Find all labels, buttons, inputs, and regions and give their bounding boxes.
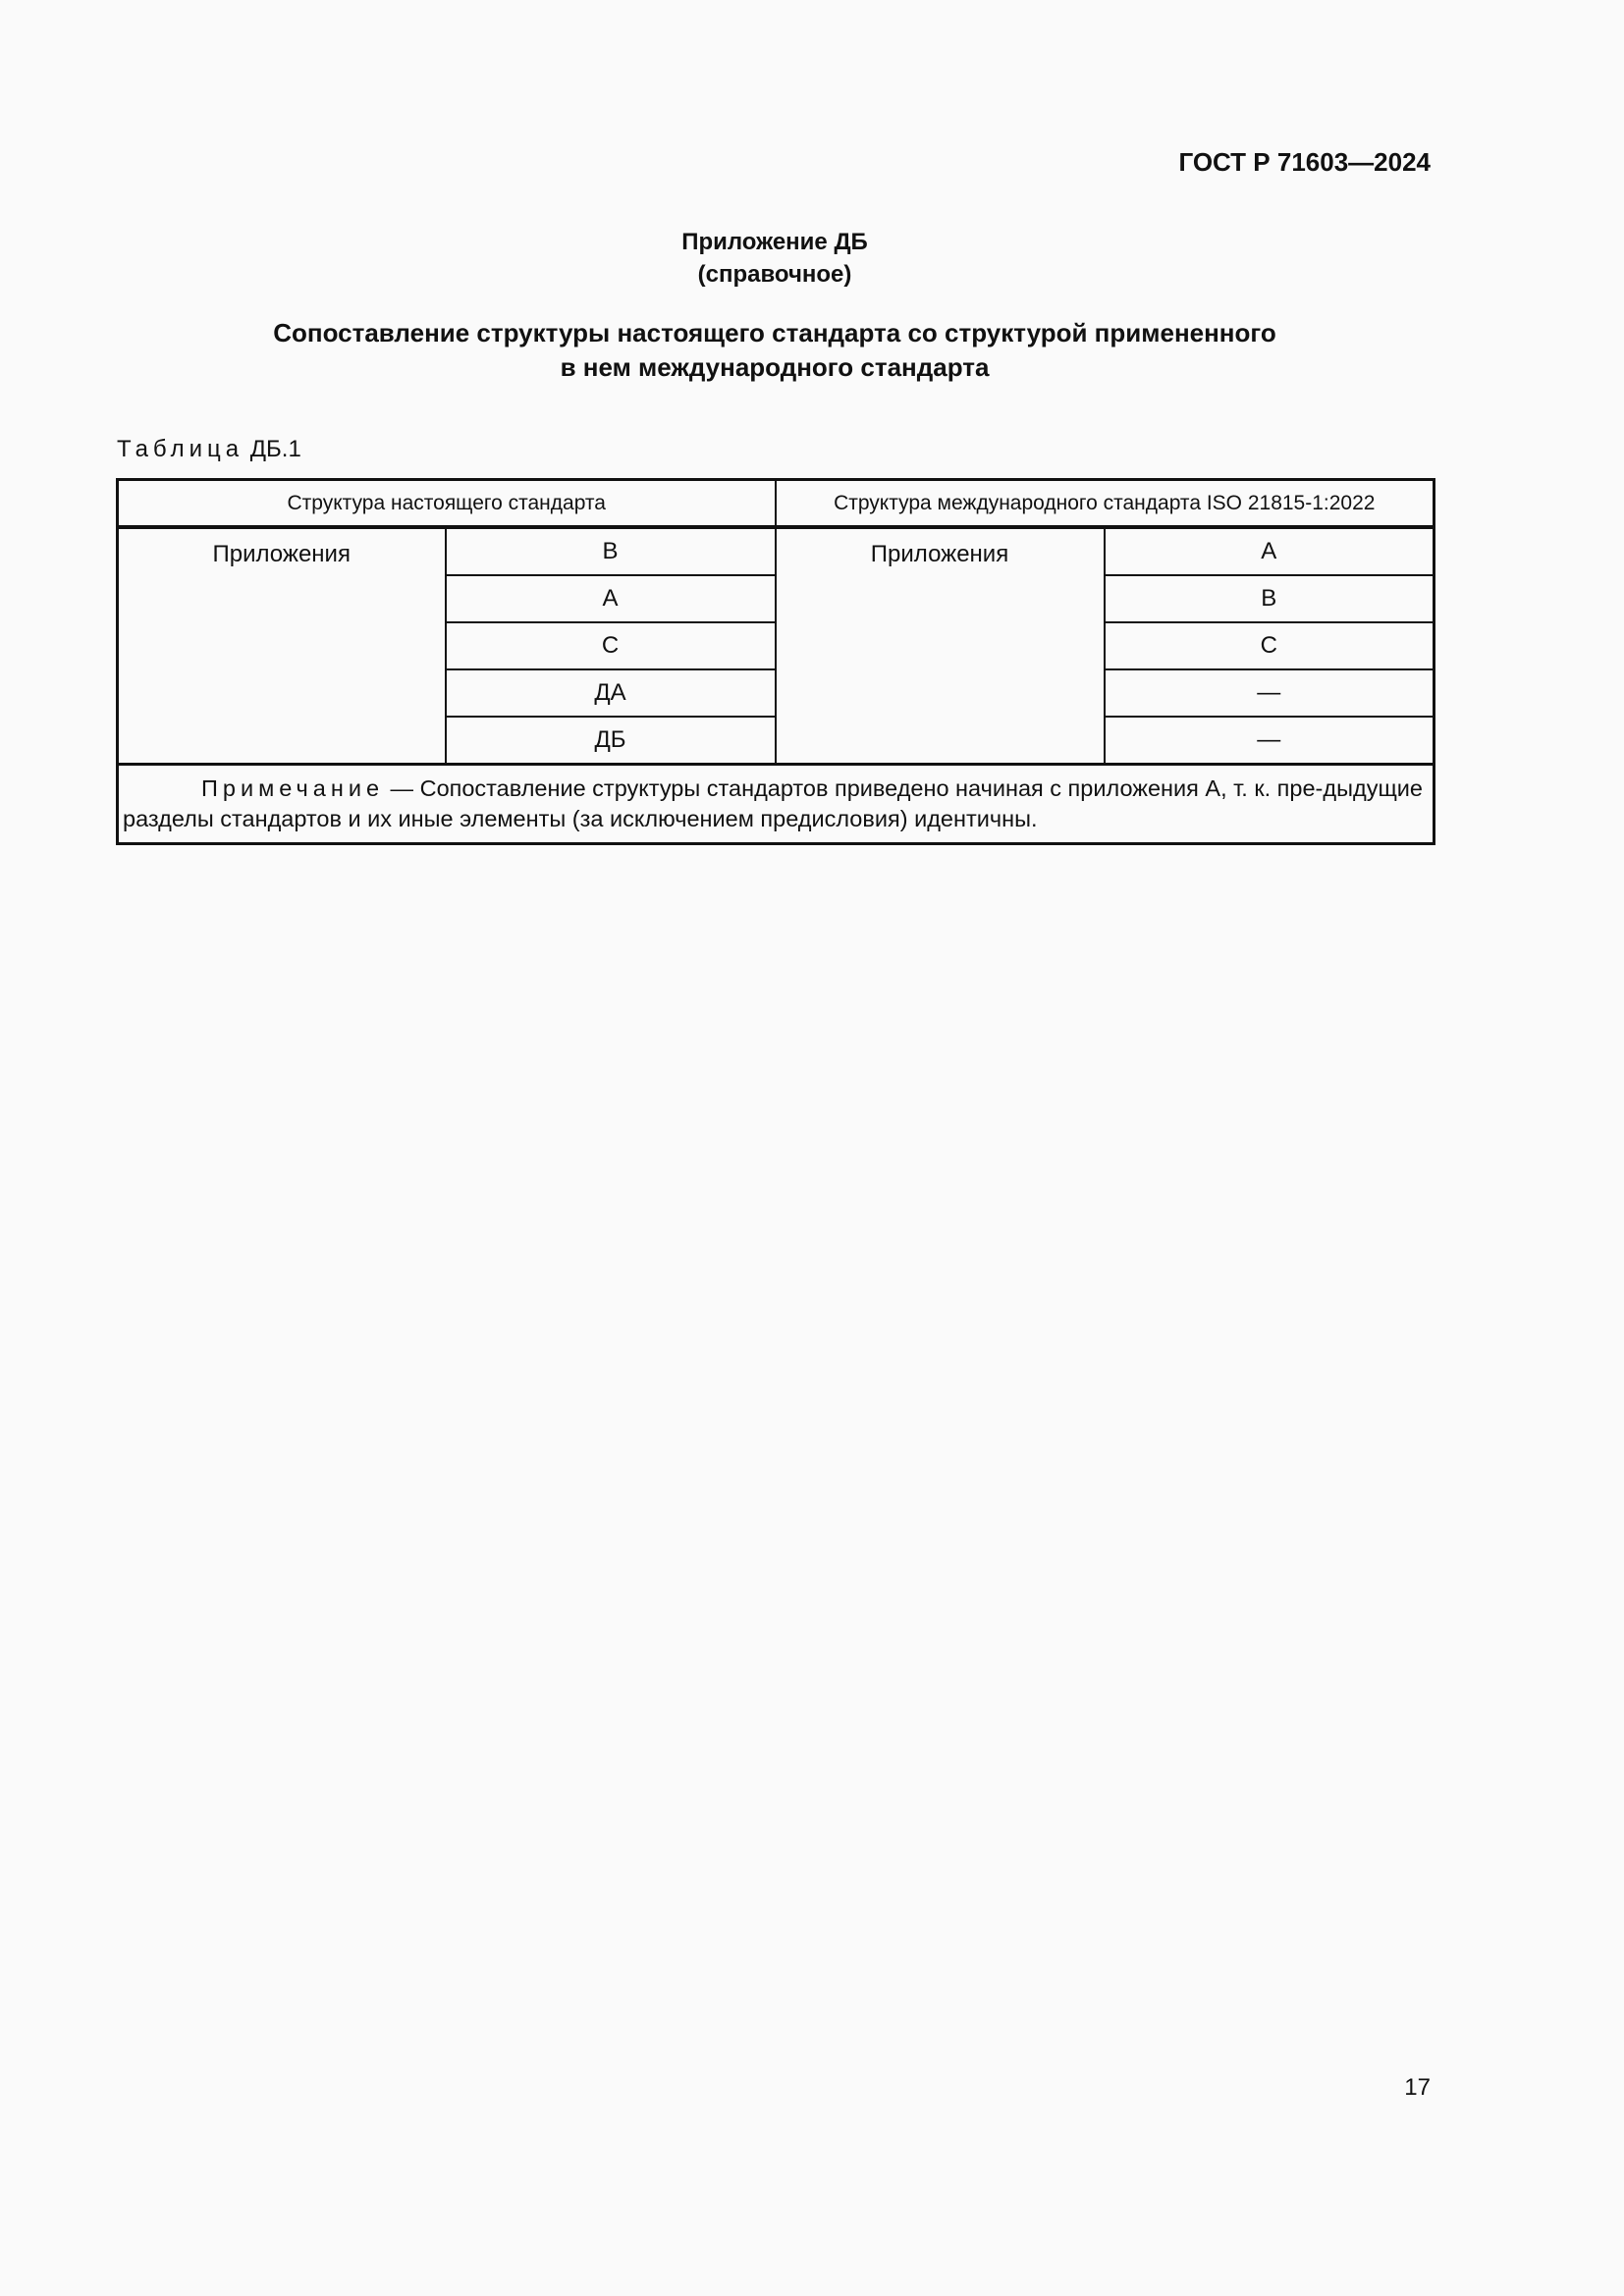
right-appendix-cell: В: [1105, 575, 1435, 622]
table-caption-number: ДБ.1: [249, 436, 301, 462]
page-number: 17: [1404, 2074, 1431, 2101]
table-caption-word: Таблица: [117, 436, 244, 462]
note-text: Сопоставление структуры стандартов приведено начиная с приложения А, т. к. пре-дыдущие разделы стандартов и их иные элементы (за исключением предисловия) идентичны.: [123, 775, 1423, 831]
header-current-standard: Структура настоящего стандарта: [118, 480, 776, 528]
right-appendix-cell: А: [1105, 527, 1435, 575]
table-row: [118, 527, 1435, 575]
appendix-status: (справочное): [697, 261, 852, 288]
appendix-heading: [0, 226, 1549, 291]
comparison-table: [116, 478, 1435, 845]
left-group-label: Приложения: [118, 527, 446, 765]
note-label: Примечание: [201, 775, 385, 801]
header-international-standard: Структура международного стандарта ISO 21815-1:2022: [776, 480, 1435, 528]
right-appendix-cell: —: [1105, 717, 1435, 765]
table-header-row: [118, 480, 1435, 528]
right-group-label: Приложения: [776, 527, 1105, 765]
table-note: [118, 765, 1435, 844]
appendix-title-line-2: в нем международного стандарта: [560, 352, 990, 382]
left-appendix-cell: ДБ: [446, 717, 776, 765]
note-dash: —: [384, 775, 420, 801]
right-appendix-cell: С: [1105, 622, 1435, 669]
appendix-label: Приложение ДБ: [681, 229, 868, 255]
table-note-row: [118, 765, 1435, 844]
right-appendix-cell: —: [1105, 669, 1435, 717]
left-appendix-cell: ДА: [446, 669, 776, 717]
table-caption: [117, 436, 301, 463]
appendix-title-line-1: Сопоставление структуры настоящего стандарта со структурой примененного: [273, 318, 1276, 347]
left-appendix-cell: А: [446, 575, 776, 622]
document-code: ГОСТ Р 71603—2024: [1178, 147, 1431, 177]
left-appendix-cell: С: [446, 622, 776, 669]
appendix-title: [0, 316, 1549, 385]
left-appendix-cell: В: [446, 527, 776, 575]
